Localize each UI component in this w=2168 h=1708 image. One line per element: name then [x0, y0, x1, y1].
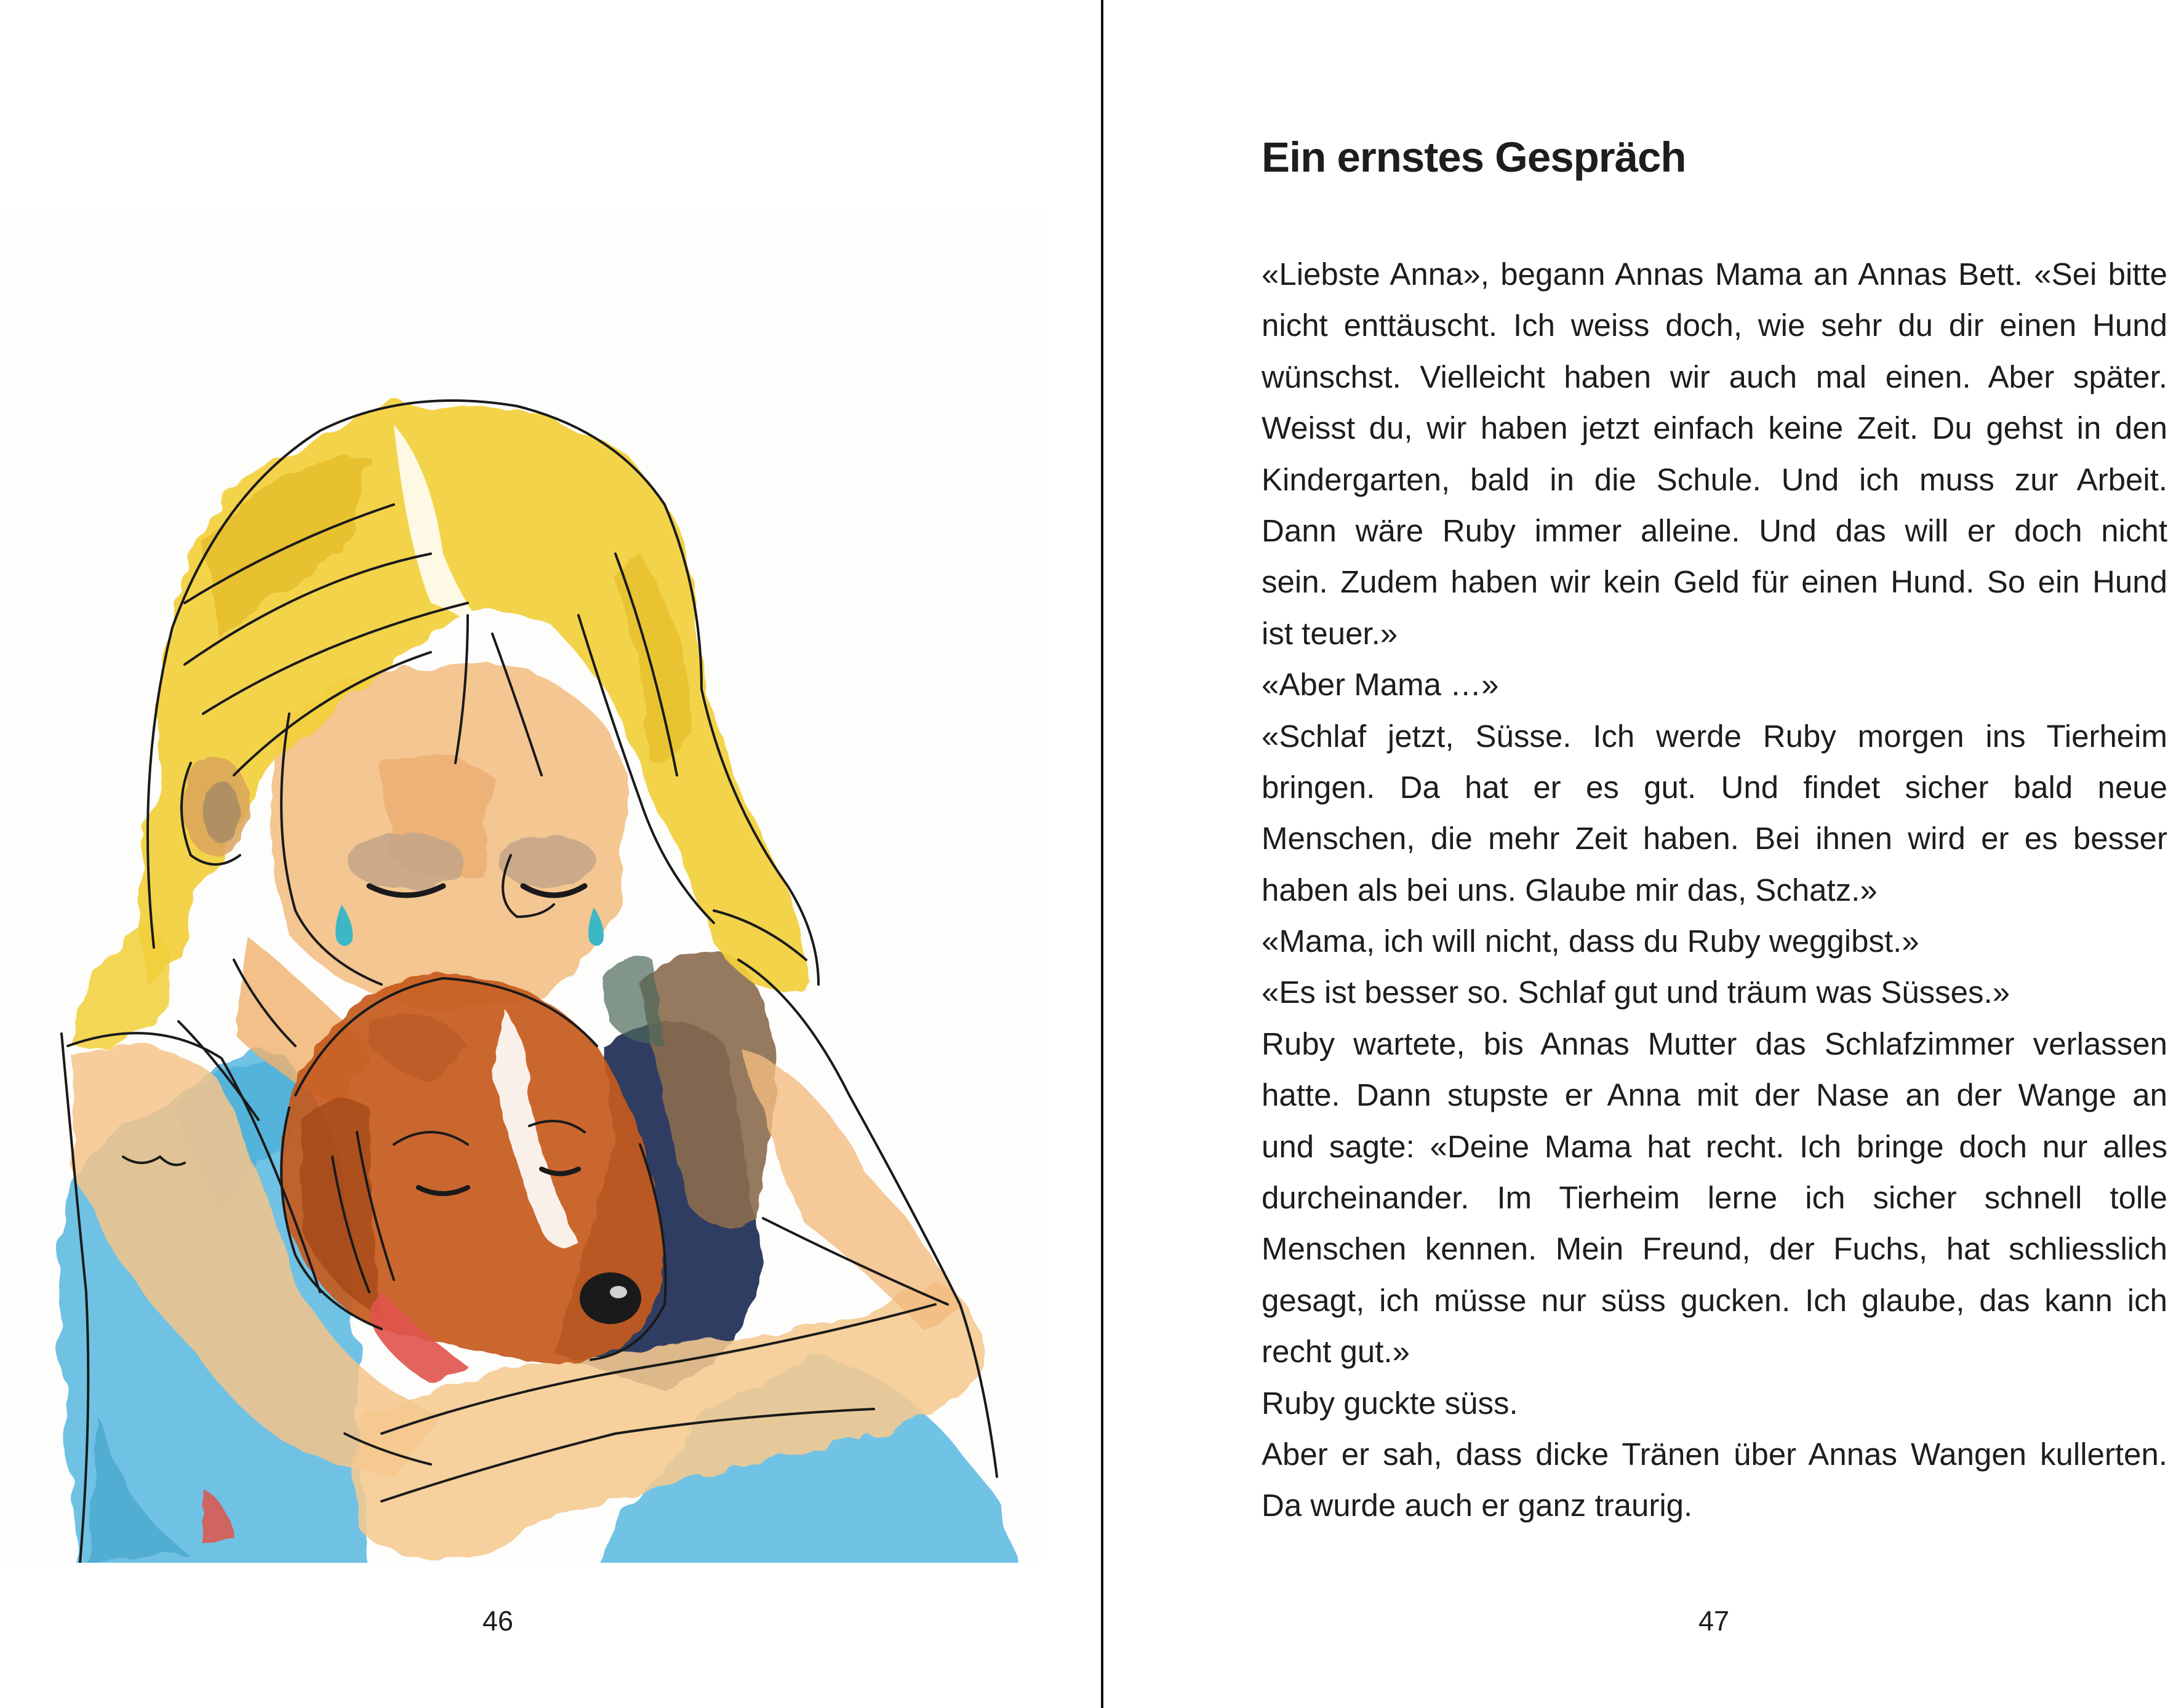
- text-line: Menschen kennen. Mein Freund, der Fuchs, hat schliesslich: [1262, 1231, 2167, 1267]
- text-line: «Mama, ich will nicht, dass du Ruby weggibst.»: [1262, 924, 1919, 959]
- text-line: sein. Zudem haben wir kein Geld für einen Hund. So ein Hund: [1262, 564, 2167, 600]
- right-page: [1103, 0, 2168, 1708]
- text-line: Kindergarten, bald in die Schule. Und ich muss zur Arbeit.: [1262, 461, 2167, 497]
- page-number-right: 47: [1698, 1605, 1730, 1637]
- text-line: wünschst. Vielleicht haben wir auch mal einen. Aber später.: [1262, 359, 2167, 394]
- text-line: recht gut.»: [1262, 1334, 1410, 1370]
- text-line: Aber er sah, dass dicke Tränen über Annas Wangen kullerten.: [1262, 1436, 2167, 1472]
- text-line: Dann wäre Ruby immer alleine. Und das will er doch nicht: [1262, 513, 2167, 548]
- text-line: gesagt, ich müsse nur süss gucken. Ich glaube, das kann ich: [1262, 1282, 2167, 1318]
- text-line: Ruby wartete, bis Annas Mutter das Schlafzimmer verlassen: [1262, 1026, 2167, 1061]
- dog-nose-icon: [580, 1272, 641, 1324]
- text-line: Ruby guckte süss.: [1262, 1385, 1518, 1421]
- text-line: Menschen, die mehr Zeit haben. Bei ihnen wird er es besser: [1262, 821, 2167, 856]
- text-line: hatte. Dann stupste er Anna mit der Nase an der Wange an: [1262, 1077, 2167, 1113]
- text-line: haben als bei uns. Glaube mir das, Schatz.»: [1262, 872, 1878, 908]
- chapter-title: Ein ernstes Gespräch: [1262, 134, 1686, 181]
- text-line: «Es ist besser so. Schlaf gut und träum was Süsses.»: [1262, 975, 2010, 1010]
- illustration-girl-hugging-dog: [0, 207, 1041, 1563]
- text-line: Da wurde auch er ganz traurig.: [1262, 1488, 1693, 1523]
- page-number-left: 46: [482, 1605, 514, 1637]
- text-line: Weisst du, wir haben jetzt einfach keine Zeit. Du gehst in den: [1262, 410, 2167, 446]
- text-line: «Liebste Anna», begann Annas Mama an Annas Bett. «Sei bitte: [1262, 257, 2167, 292]
- text-line: nicht enttäuscht. Ich weiss doch, wie sehr du dir einen Hund: [1262, 308, 2167, 343]
- text-line: ist teuer.»: [1262, 615, 1398, 651]
- text-line: «Schlaf jetzt, Süsse. Ich werde Ruby morgen ins Tierheim: [1262, 718, 2167, 754]
- chapter-body-text: [1262, 249, 2167, 1531]
- text-line: bringen. Da hat er es gut. Und findet sicher bald neue: [1262, 769, 2167, 805]
- text-line: und sagte: «Deine Mama hat recht. Ich bringe doch nur alles: [1262, 1128, 2167, 1164]
- watercolor-illustration: [0, 207, 1041, 1563]
- text-line: durcheinander. Im Tierheim lerne ich sicher schnell tolle: [1262, 1180, 2167, 1216]
- text-line: «Aber Mama …»: [1262, 667, 1499, 703]
